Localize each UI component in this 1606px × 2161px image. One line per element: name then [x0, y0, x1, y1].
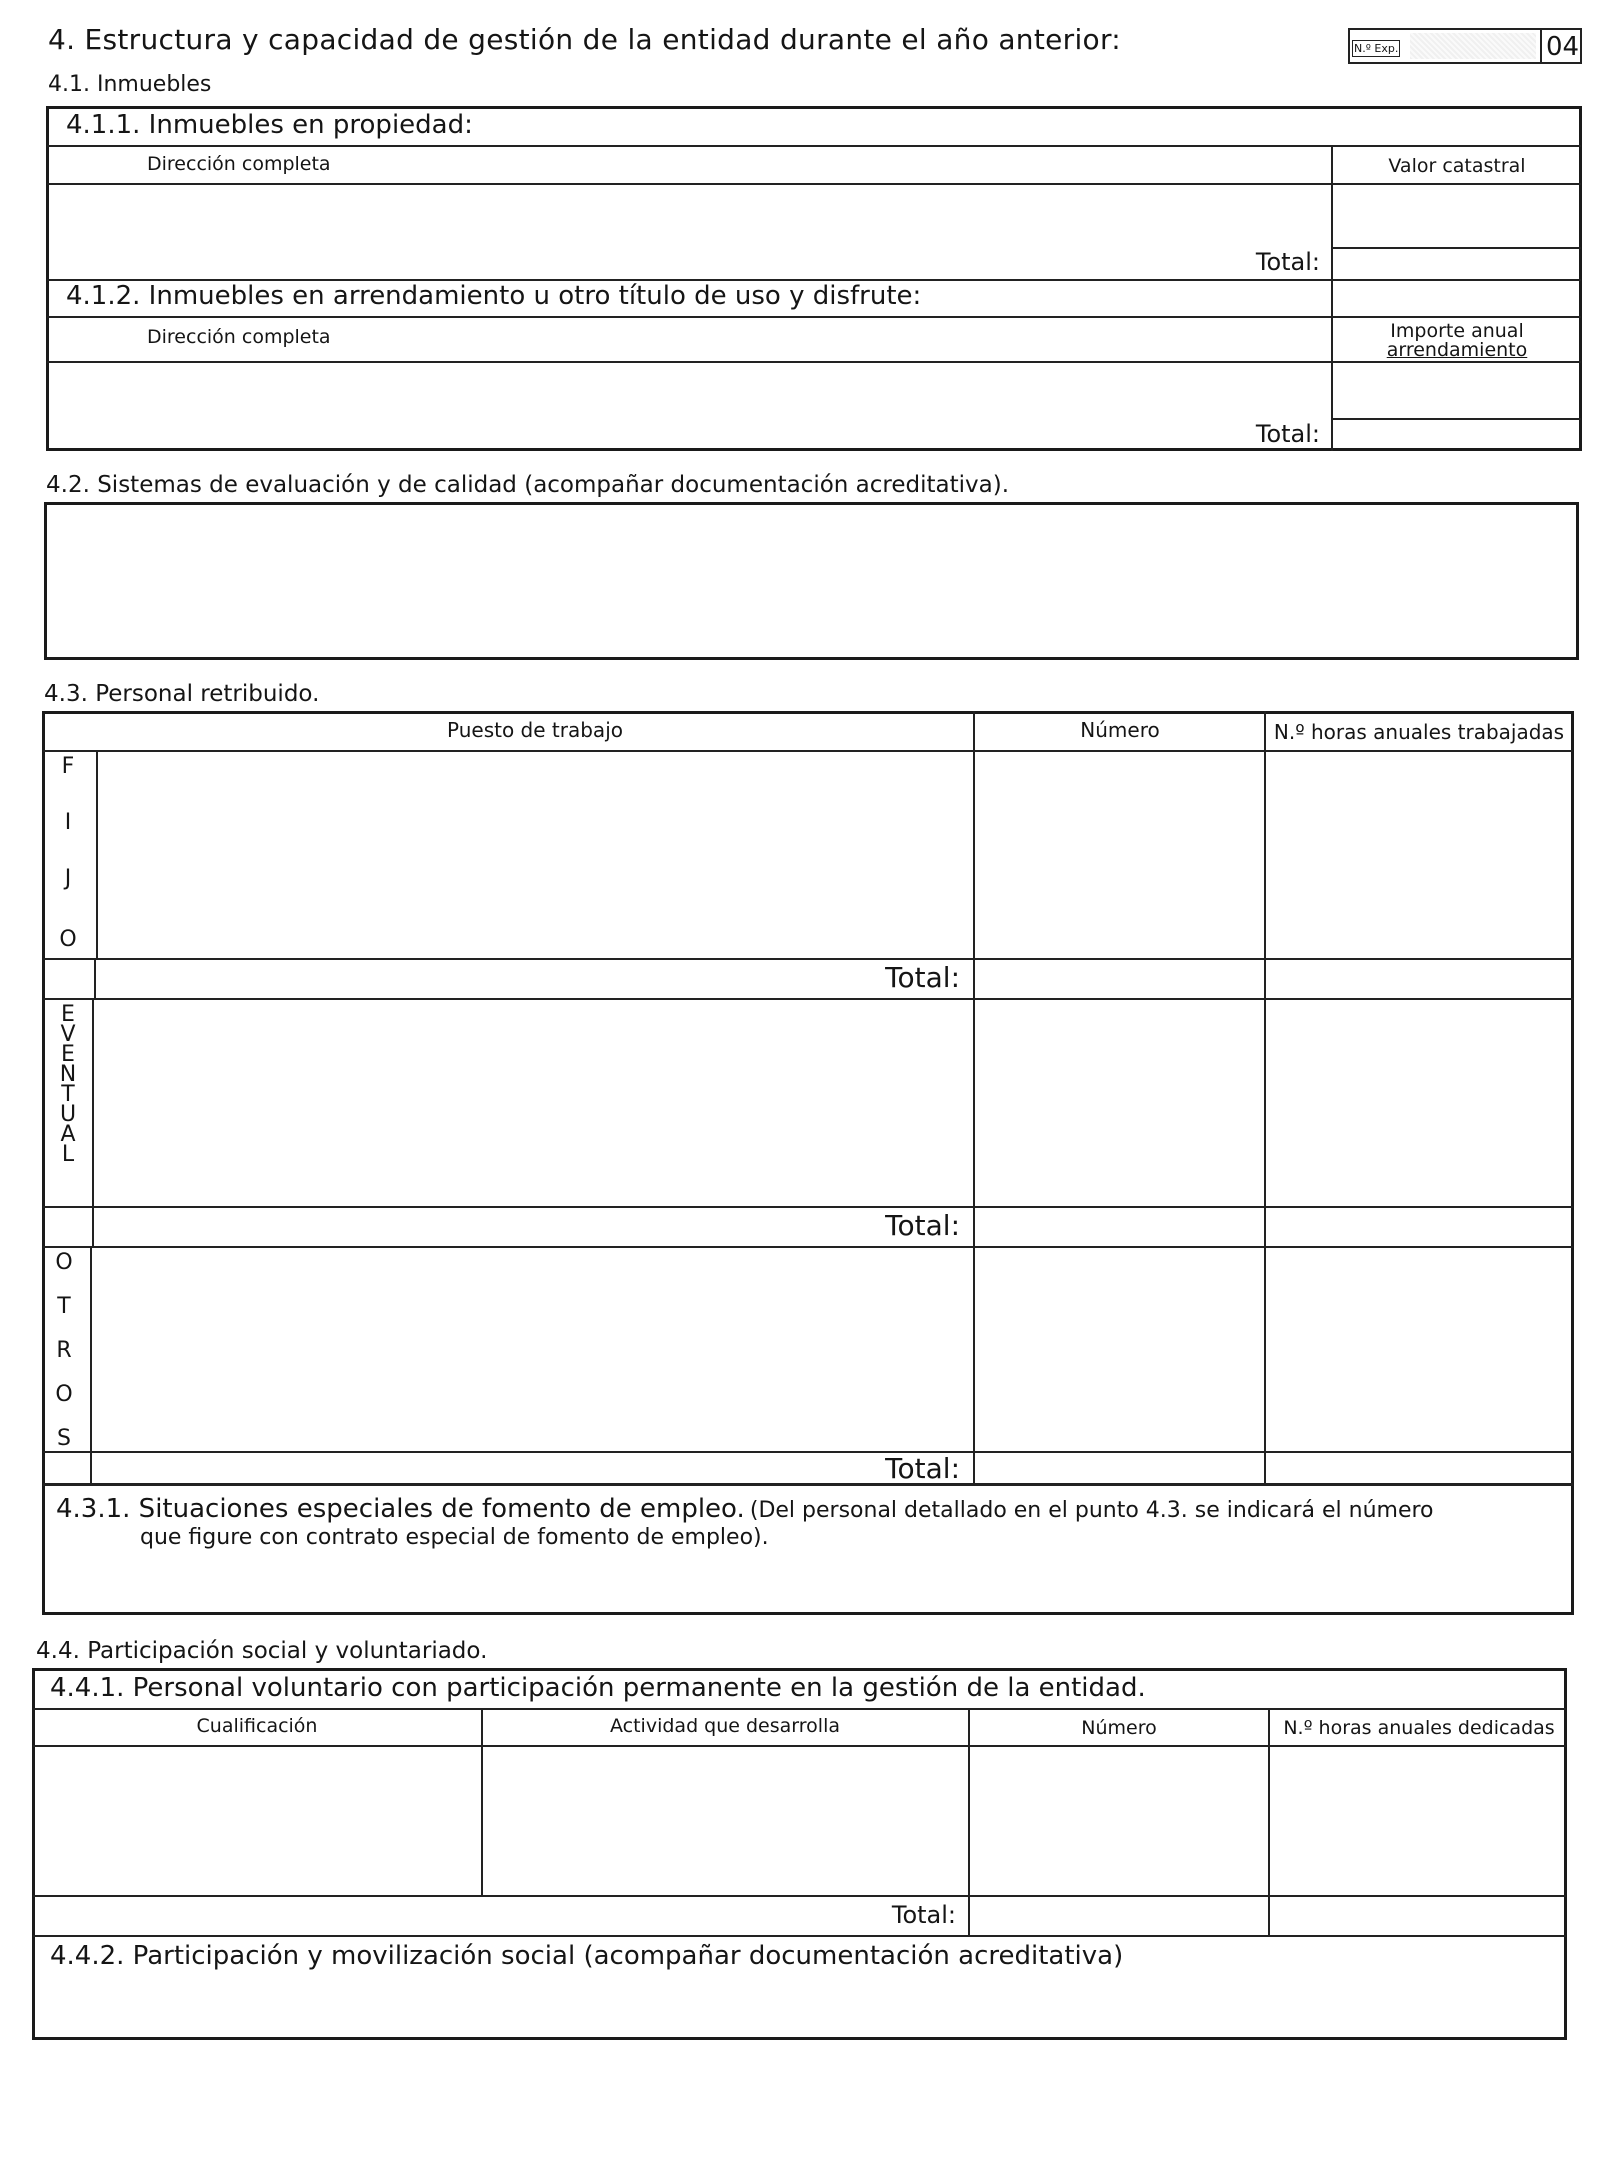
eventual-number-field[interactable] [977, 1002, 1261, 1202]
fijo-total-hours-field[interactable] [1268, 961, 1570, 995]
group-eventual-letter-4: N [59, 1062, 77, 1087]
volunteer-total-number-field[interactable] [971, 1898, 1265, 1934]
expedient-box [1348, 28, 1582, 64]
section-4-4-1-title: 4.4.1. Personal voluntario con participación permanente en la gestión de la entidad. [50, 1673, 1146, 1703]
otros-hours-field[interactable] [1268, 1250, 1570, 1446]
col-address-header: Dirección completa [147, 153, 331, 175]
col-annual-lease-header-1: Importe anual [1390, 320, 1524, 342]
leased-property-address-field[interactable] [50, 364, 1326, 420]
group-fijo-letter-2: I [64, 810, 72, 835]
page-code: 04 [1546, 32, 1580, 62]
volunteer-number-field[interactable] [971, 1749, 1265, 1891]
section-4-3-1-note-2: que figure con contrato especial de fomento de empleo). [140, 1525, 769, 1550]
owned-total-field[interactable] [1334, 250, 1580, 278]
group-otros-letter-3: R [56, 1338, 72, 1363]
otros-total-label: Total: [885, 1452, 960, 1485]
eventual-job-field[interactable] [96, 1002, 970, 1202]
col-job-header: Puesto de trabajo [447, 718, 623, 742]
section-4-1-2-title: 4.1.2. Inmuebles en arrendamiento u otro título de uso y disfrute: [66, 281, 922, 311]
col-qualification-header: Cualificación [196, 1715, 318, 1737]
eventual-total-hours-field[interactable] [1268, 1209, 1570, 1243]
section-4-3-1-note: (Del personal detallado en el punto 4.3. se indicará el número [749, 1498, 1434, 1523]
employment-promotion-field[interactable] [46, 1556, 1570, 1610]
fijo-number-field[interactable] [977, 754, 1261, 954]
group-fijo-letter-1: F [61, 754, 75, 779]
group-eventual-letter-7: A [60, 1122, 76, 1147]
col-activity-header: Actividad que desarrolla [610, 1715, 840, 1737]
group-fijo-letter-3: J [64, 866, 72, 891]
group-eventual-letter-3: E [61, 1042, 75, 1067]
leased-property-amount-field[interactable] [1334, 364, 1580, 416]
col-hours-header: N.º horas anuales trabajadas [1273, 720, 1565, 744]
volunteer-hours-field[interactable] [1271, 1749, 1563, 1891]
eventual-hours-field[interactable] [1268, 1002, 1570, 1202]
fijo-total-number-field[interactable] [977, 961, 1261, 995]
group-otros-letter-5: S [57, 1426, 71, 1451]
volunteer-activity-field[interactable] [484, 1749, 965, 1891]
section-4-1-1-title: 4.1.1. Inmuebles en propiedad: [66, 110, 473, 140]
otros-total-number-field[interactable] [977, 1454, 1261, 1482]
group-eventual-letter-8: L [61, 1142, 75, 1167]
quality-systems-field[interactable] [44, 502, 1579, 660]
fijo-total-label: Total: [885, 961, 960, 994]
group-eventual-letter-5: T [61, 1082, 75, 1107]
leased-total-label: Total: [1255, 420, 1320, 448]
owned-property-value-field[interactable] [1334, 186, 1580, 246]
col-number-header: Número [1080, 718, 1160, 742]
fijo-job-field[interactable] [100, 754, 970, 954]
page-title: 4. Estructura y capacidad de gestión de la entidad durante el año anterior: [48, 23, 1122, 56]
eventual-total-label: Total: [885, 1209, 960, 1242]
section-4-3-title: 4.3. Personal retribuido. [44, 681, 320, 707]
section-4-3-1-heading: 4.3.1. Situaciones especiales de fomento de empleo. [56, 1494, 745, 1524]
fijo-hours-field[interactable] [1268, 754, 1570, 954]
section-4-2-title: 4.2. Sistemas de evaluación y de calidad (acompañar documentación acreditativa). [46, 472, 1010, 498]
volunteer-total-hours-field[interactable] [1271, 1898, 1563, 1934]
owned-total-label: Total: [1255, 248, 1320, 276]
section-4-1-title: 4.1. Inmuebles [48, 72, 212, 97]
section-4-4-2-title: 4.4.2. Participación y movilización social (acompañar documentación acreditativa) [50, 1941, 1124, 1971]
col-cadastral-value-header: Valor catastral [1388, 155, 1526, 177]
group-eventual-letter-2: V [60, 1022, 76, 1047]
leased-total-field[interactable] [1334, 421, 1580, 447]
otros-job-field[interactable] [94, 1250, 970, 1446]
otros-number-field[interactable] [977, 1250, 1261, 1446]
expedient-number-field[interactable] [1410, 33, 1536, 59]
col-address-header-2: Dirección completa [147, 326, 331, 348]
section-4-3-1-title [56, 1496, 1434, 1522]
volunteer-total-label: Total: [891, 1901, 956, 1929]
group-eventual-letter-1: E [61, 1002, 75, 1027]
col-volunteer-number-header: Número [1081, 1717, 1157, 1739]
group-otros-letter-2: T [57, 1294, 71, 1319]
volunteer-qualification-field[interactable] [36, 1749, 478, 1891]
group-otros-letter-4: O [55, 1382, 73, 1407]
group-otros-letter-1: O [55, 1250, 73, 1275]
owned-property-address-field[interactable] [50, 186, 1326, 244]
group-eventual-letter-6: U [59, 1102, 77, 1127]
eventual-total-number-field[interactable] [977, 1209, 1261, 1243]
social-participation-field[interactable] [36, 1976, 1562, 2036]
expedient-label: N.º Exp. [1354, 42, 1399, 55]
otros-total-hours-field[interactable] [1268, 1454, 1570, 1482]
col-annual-lease-header-2: arrendamiento [1386, 339, 1528, 361]
group-fijo-letter-4: O [59, 927, 77, 952]
col-volunteer-hours-header: N.º horas anuales dedicadas [1283, 1717, 1555, 1739]
section-4-4-title: 4.4. Participación social y voluntariado. [36, 1638, 488, 1664]
